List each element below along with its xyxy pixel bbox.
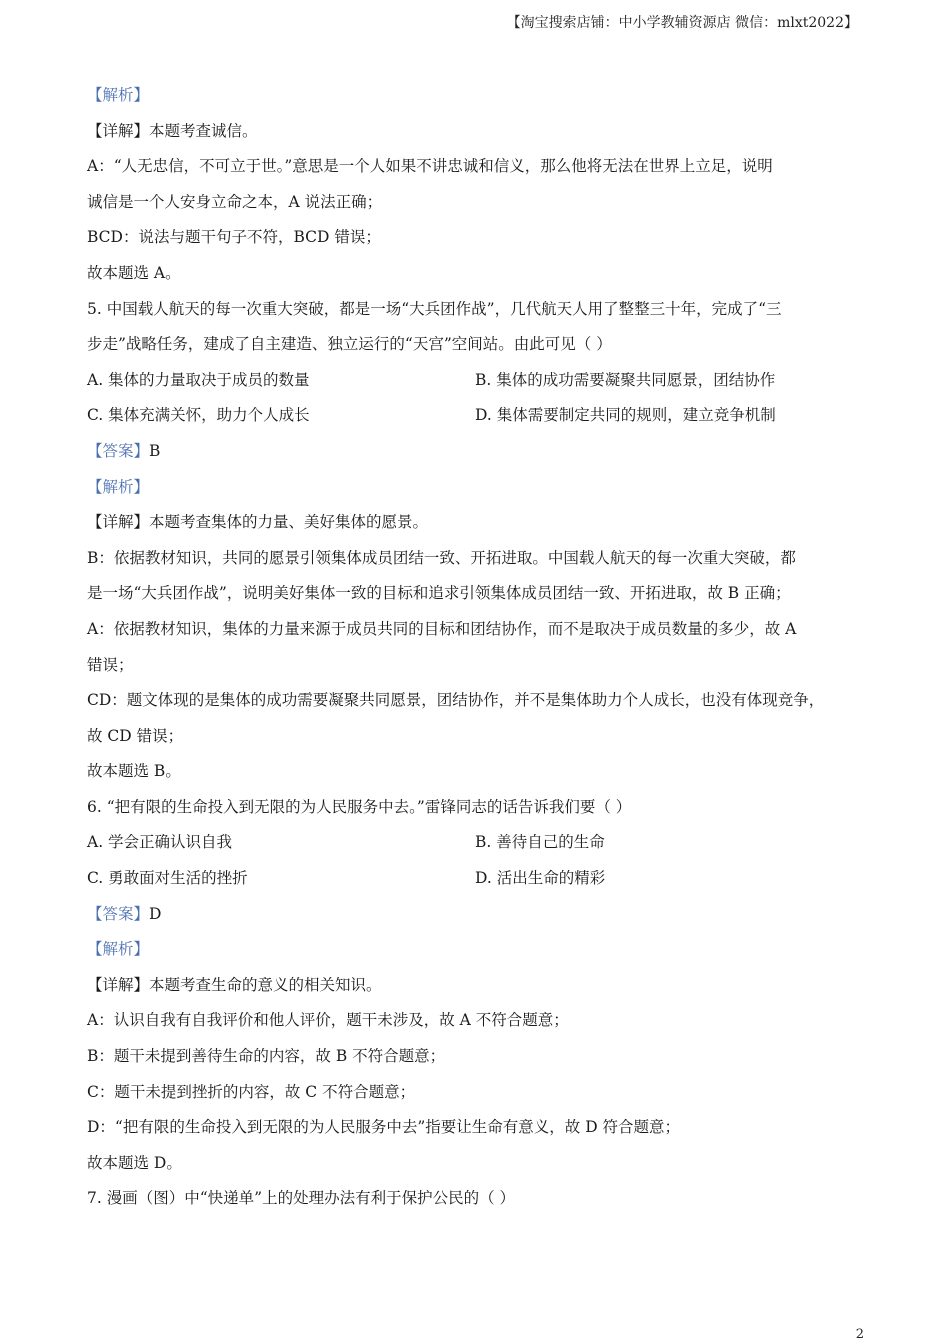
text-line: 7. 漫画（图）中“快递单”上的处理办法有利于保护公民的（ ） (87, 1189, 515, 1208)
text-line: C：题干未提到挫折的内容，故 C 不符合题意； (87, 1082, 416, 1101)
answer-tag: 【答案】 (87, 904, 150, 923)
option-item: A. 学会正确认识自我 (87, 833, 233, 852)
option-row (87, 363, 877, 399)
text-line: 5. 中国载人航天的每一次重大突破，都是一场“大兵团作战”，几代航天人用了整整三十年，完成了“三 (87, 299, 782, 318)
option-row (87, 398, 877, 434)
detail-tag: 【详解】 (87, 121, 150, 140)
option-row (87, 825, 877, 861)
section-tag (87, 932, 877, 968)
text-line: 错误； (87, 655, 134, 674)
answer-value: D (149, 904, 162, 923)
text-line: A：认识自我有自我评价和他人评价，题干未涉及，故 A 不符合题意； (87, 1011, 569, 1030)
detail-tag: 【详解】 (87, 975, 150, 994)
section-tag (87, 470, 877, 506)
detail-line (87, 968, 877, 1004)
option-item: A. 集体的力量取决于成员的数量 (87, 370, 310, 389)
text-line: 是一场“大兵团作战”，说明美好集体一致的目标和追求引领集体成员团结一致、开拓进取，故 B 正确； (87, 584, 791, 603)
text-line: B：题干未提到善待生命的内容，故 B 不符合题意； (87, 1047, 446, 1066)
text-line: 6. “把有限的生命投入到无限的为人民服务中去。”雷锋同志的话告诉我们要（ ） (87, 797, 632, 816)
option-item: D. 集体需要制定共同的规则，建立竞争机制 (475, 406, 776, 425)
option-item: B. 集体的成功需要凝聚共同愿景，团结协作 (475, 370, 776, 389)
section-tag (87, 78, 877, 114)
answer-line (87, 434, 877, 470)
option-item: C. 勇敢面对生活的挫折 (87, 869, 248, 888)
text-line: 故本题选 A。 (87, 263, 181, 282)
text-line: 故 CD 错误； (87, 726, 184, 745)
analysis-tag: 【解析】 (87, 86, 150, 104)
text-line: 故本题选 D。 (87, 1153, 182, 1172)
option-item: C. 集体充满关怀，助力个人成长 (87, 406, 310, 425)
document-body (87, 78, 877, 1217)
detail-text: 本题考查诚信。 (149, 121, 258, 140)
detail-line (87, 114, 877, 150)
option-item: D. 活出生命的精彩 (475, 869, 606, 888)
analysis-tag: 【解析】 (87, 940, 150, 959)
detail-line (87, 505, 877, 541)
option-row (87, 861, 877, 897)
text-line: 诚信是一个人安身立命之本，A 说法正确； (87, 192, 383, 211)
answer-value: B (149, 441, 161, 460)
detail-text: 本题考查生命的意义的相关知识。 (149, 975, 382, 994)
text-line: 故本题选 B。 (87, 762, 181, 781)
text-line: BCD：说法与题干句子不符，BCD 错误； (87, 228, 381, 247)
text-line: A：“人无忠信，不可立于世。”意思是一个人如果不讲忠诚和信义，那么他将无法在世界上立足，说明 (87, 157, 773, 176)
text-line: D：“把有限的生命投入到无限的为人民服务中去”指要让生命有意义，故 D 符合题意； (87, 1118, 681, 1137)
option-item: B. 善待自己的生命 (475, 833, 605, 852)
text-line: A：依据教材知识，集体的力量来源于成员共同的目标和团结协作，而不是取决于成员数量的多少，故 A (87, 619, 797, 638)
answer-tag: 【答案】 (87, 441, 150, 460)
analysis-tag: 【解析】 (87, 477, 150, 496)
answer-line (87, 897, 877, 933)
text-line: B：依据教材知识，共同的愿景引领集体成员团结一致、开拓进取。中国载人航天的每一次重大突破，都 (87, 548, 796, 567)
detail-text: 本题考查集体的力量、美好集体的愿景。 (149, 513, 429, 532)
page-header: 【淘宝搜索店铺：中小学教辅资源店 微信：mlxt2022】 (506, 15, 858, 31)
detail-tag: 【详解】 (87, 513, 150, 532)
text-line: 步走”战略任务，建成了自主建造、独立运行的“天宫”空间站。由此可见（ ） (87, 335, 612, 354)
text-line: CD：题文体现的是集体的成功需要凝聚共同愿景，团结协作，并不是集体助力个人成长，也没有体现竞争， (87, 691, 825, 710)
page-number: 2 (855, 1327, 864, 1342)
